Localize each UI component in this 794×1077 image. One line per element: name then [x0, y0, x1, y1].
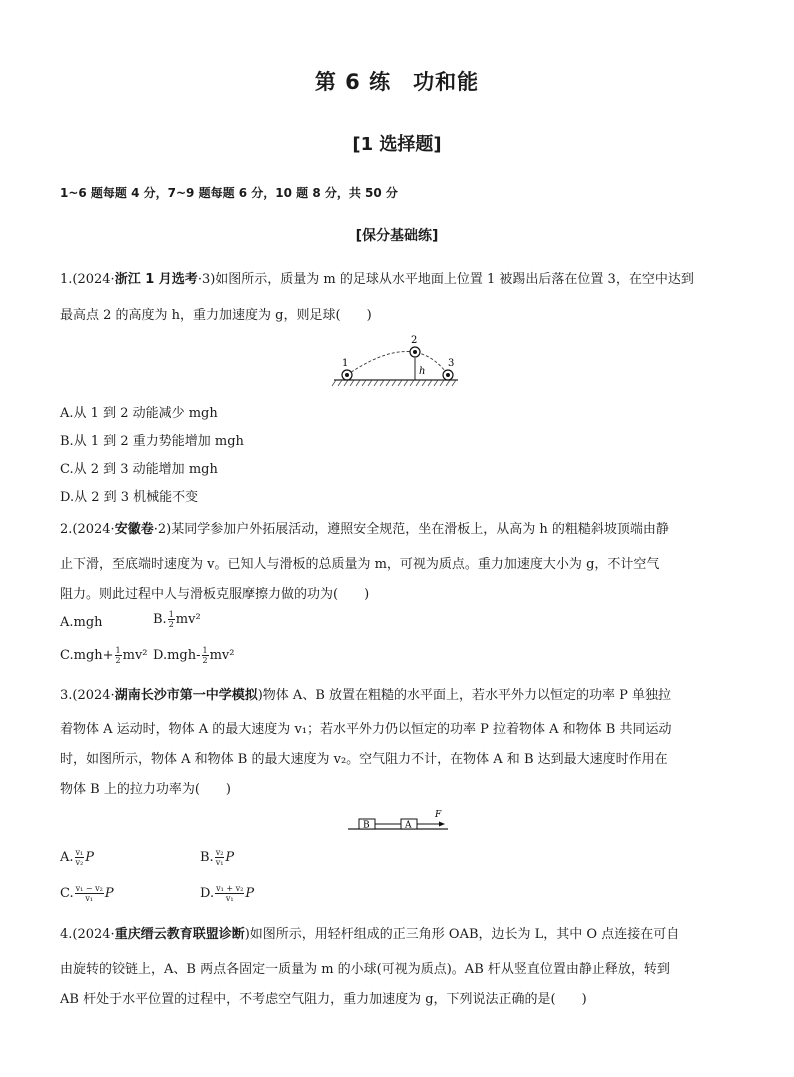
q1-option-d: D.从 2 到 3 机械能不变 [60, 490, 199, 505]
label-1: 1 [342, 358, 349, 369]
q2-prefix: 2.(2024· [60, 522, 115, 537]
q2-option-b: B. $\frac{1}{2}$ mv² [153, 610, 201, 629]
q3-option-a: A. $\frac{\text{v₁}}{\text{v₂}}$ P [60, 848, 95, 867]
block-a-label: A [405, 820, 412, 831]
q2-option-d: D.mgh- $\frac{1}{2}$ mv² [153, 646, 235, 665]
q3-line4: 物体 B 上的拉力功率为( ) [60, 782, 231, 797]
q2-option-c: C.mgh+ $\frac{1}{2}$ mv² [60, 646, 148, 665]
q2-line2: 止下滑，至底端时速度为 v。已知人与滑板的总质量为 m，可视为质点。重力加速度大小为 g，不计空气 [60, 557, 660, 572]
q2-line1 [60, 518, 669, 537]
q3-line3: 时，如图所示，物体 A 和物体 B 的最大速度为 v₂。空气阻力不计，在物体 A 和 B 达到最大速度时作用在 [60, 752, 668, 767]
q2-line3: 阻力。则此过程中人与滑板克服摩擦力做的功为( ) [60, 587, 370, 602]
q3-line1 [60, 684, 671, 703]
q1-prefix: 1.(2024· [60, 272, 115, 287]
q3-option-c: C. $\frac{\text{v₁ − v₂}}{\text{v₁}}$ P [60, 884, 114, 903]
force-label: F [435, 810, 442, 820]
sub-section-title: [保分基础练] [355, 228, 439, 244]
q2-option-a: A.mgh [60, 615, 103, 630]
fraction-half: $\frac{1}{2}$ [168, 610, 174, 629]
q3-option-b: B. $\frac{\text{v₂}}{\text{v₁}}$ P [200, 848, 235, 867]
section-title: [1 选择题] [352, 134, 442, 155]
arrow-head-icon [439, 822, 445, 827]
fraction-half: $\frac{1}{2}$ [115, 646, 121, 665]
q1-source-suffix: ·3) [197, 272, 216, 287]
q3-source-suffix: ) [257, 688, 263, 703]
q3-source: 湖南长沙市第一中学模拟 [114, 688, 258, 703]
q1-line2: 最高点 2 的高度为 h，重力加速度为 g，则足球( ) [60, 308, 372, 323]
fraction-half: $\frac{1}{2}$ [202, 646, 208, 665]
q4-prefix: 4.(2024· [60, 927, 115, 942]
q3-option-d: D. $\frac{\text{v₁ + v₂}}{\text{v₁}}$ P [200, 884, 255, 903]
q4-line2: 由旋转的铰链上，A、B 两点各固定一质量为 m 的小球(可视为质点)。AB 杆从竖直位置由静止释放，转到 [60, 962, 670, 977]
block-b-label: B [363, 820, 370, 831]
q4-source: 重庆缙云教育联盟诊断 [114, 927, 245, 942]
scoring-note: 1~6 题每题 4 分，7~9 题每题 6 分，10 题 8 分，共 50 分 [60, 186, 398, 200]
q2-source: 安徽卷 [114, 522, 154, 537]
q3-prefix: 3.(2024· [60, 688, 115, 703]
trajectory [347, 352, 448, 376]
q3-text-1: 物体 A、B 放置在粗糙的水平面上，若水平外力以恒定的功率 P 单独拉 [262, 688, 672, 703]
q1-option-a: A.从 1 到 2 动能减少 mgh [60, 406, 218, 421]
q4-line1 [60, 923, 679, 942]
q2-text-1: 某同学参加户外拓展活动，遵照安全规范，坐在滑板上，从高为 h 的粗糙斜坡顶端由静 [171, 522, 669, 537]
q1-source: 浙江 1 月选考 [114, 272, 198, 287]
q1-text-1: 如图所示，质量为 m 的足球从水平地面上位置 1 被踢出后落在位置 3，在空中达到 [215, 272, 694, 287]
q1-option-c: C.从 2 到 3 动能增加 mgh [60, 462, 218, 477]
q4-line3: AB 杆处于水平位置的过程中，不考虑空气阻力，重力加速度为 g，下列说法正确的是( ) [60, 992, 587, 1007]
q3-figure [345, 806, 455, 834]
q2-source-suffix: ·2) [153, 522, 172, 537]
q3-line2: 着物体 A 运动时，物体 A 的最大速度为 v₁；若水平外力仍以恒定的功率 P 拉着物体 A 和物体 B 共同运动 [60, 722, 672, 737]
page-title: 第 6 练 功和能 [314, 70, 480, 94]
q1-option-b: B.从 1 到 2 重力势能增加 mgh [60, 434, 244, 449]
label-2: 2 [411, 335, 418, 346]
label-3: 3 [448, 358, 455, 369]
q4-text-1: 如图所示，用轻杆组成的正三角形 OAB，边长为 L，其中 O 点连接在可自 [249, 927, 680, 942]
q1-line1 [60, 268, 694, 287]
ground-hatching [332, 380, 456, 386]
q1-figure [330, 330, 465, 392]
q4-source-suffix: ) [244, 927, 250, 942]
label-h: h [419, 366, 426, 377]
